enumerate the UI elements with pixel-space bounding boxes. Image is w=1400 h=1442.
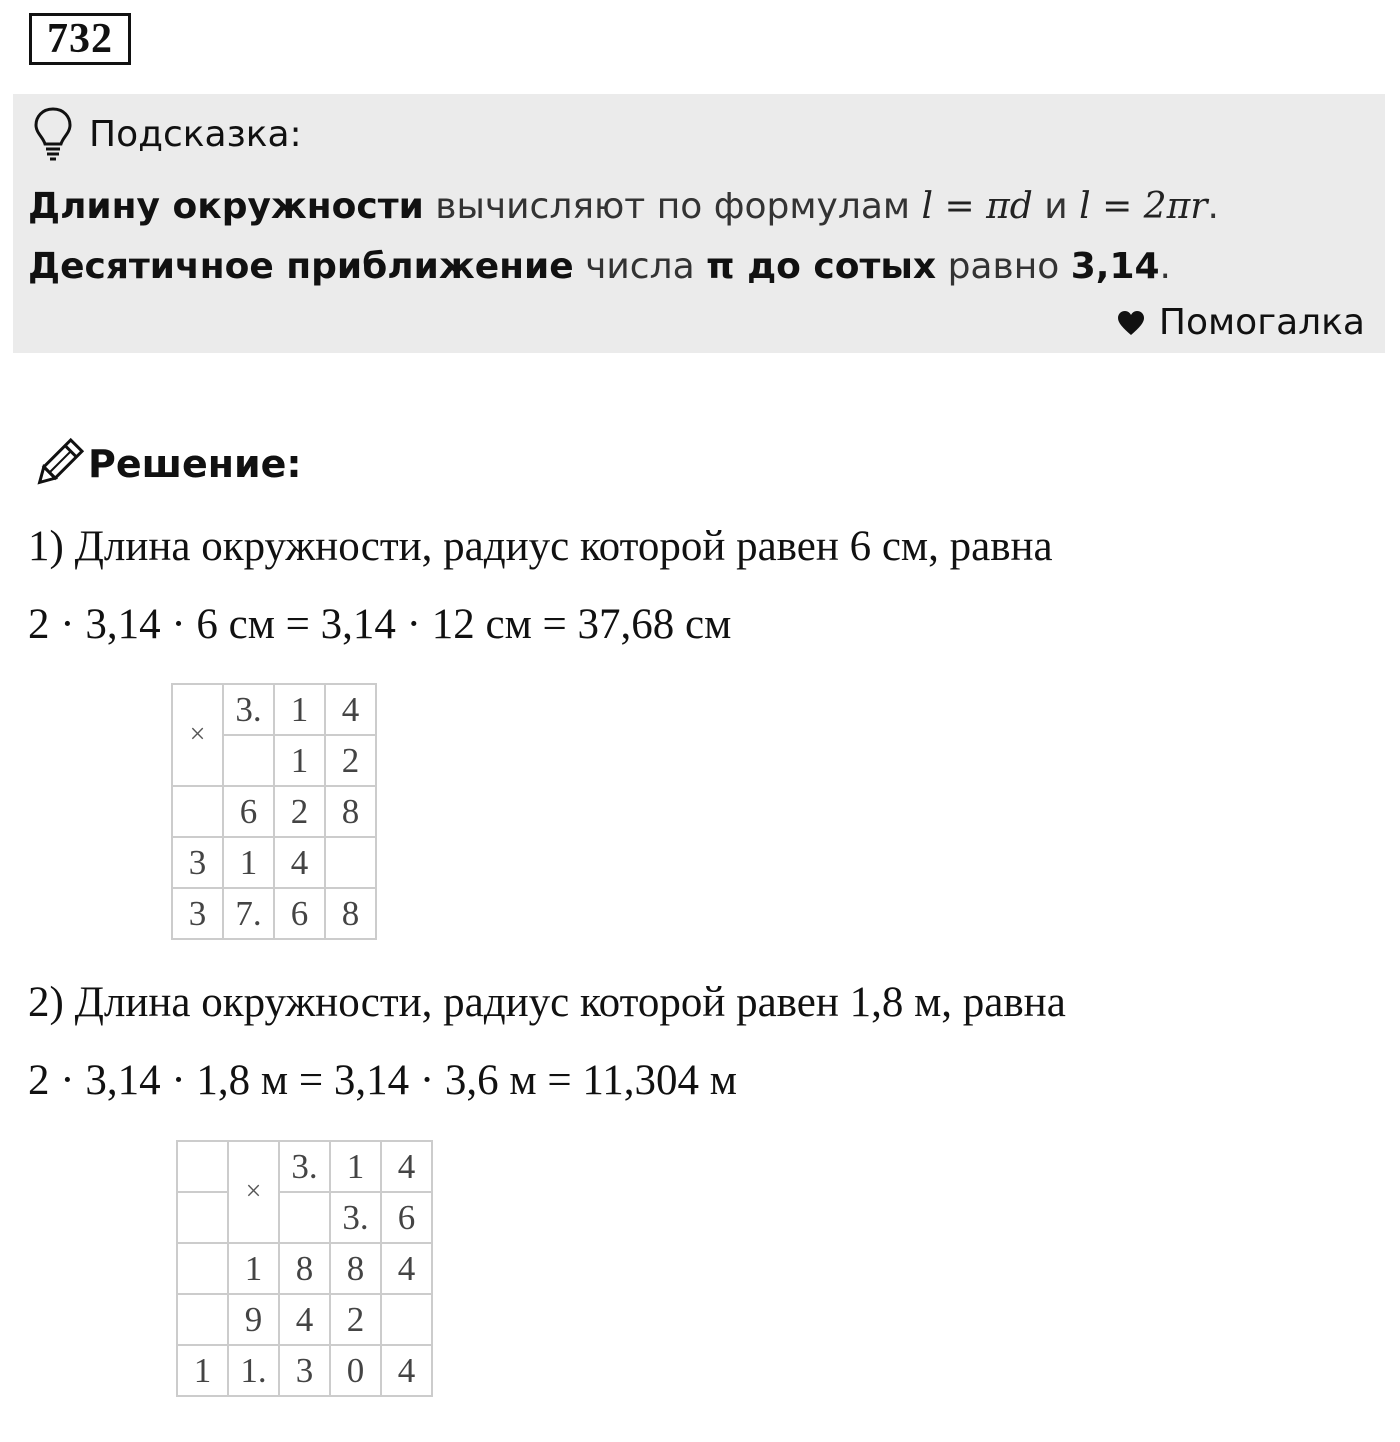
table-cell [279, 1192, 330, 1243]
table-cell: 7. [223, 888, 274, 939]
table-cell: 3. [330, 1192, 381, 1243]
table-cell: 1 [274, 684, 325, 735]
table-row [177, 1345, 432, 1396]
multiply-sign: × [172, 684, 223, 786]
table-cell: 2 [274, 786, 325, 837]
multiplication-table-1 [171, 683, 377, 940]
hint-header [33, 104, 302, 164]
table-cell: 1 [223, 837, 274, 888]
table-cell: 3 [279, 1345, 330, 1396]
table-cell: 4 [381, 1141, 432, 1192]
table-cell: 8 [325, 888, 376, 939]
table-cell: 0 [330, 1345, 381, 1396]
table-cell: 1 [177, 1345, 228, 1396]
hint-text: вычисляют по формулам [423, 186, 922, 227]
table-cell: 2 [330, 1294, 381, 1345]
table-cell: 1. [228, 1345, 279, 1396]
formula-diameter: l = πd [921, 186, 1033, 227]
table-cell [177, 1141, 228, 1192]
table-cell [381, 1294, 432, 1345]
table-cell: 3. [223, 684, 274, 735]
credit [1117, 302, 1365, 343]
pi-value: 3,14 [1070, 246, 1160, 287]
table-cell [177, 1192, 228, 1243]
table-cell: 3. [279, 1141, 330, 1192]
table-cell: 1 [228, 1243, 279, 1294]
hint-line-1: Длину окружности вычисляют по формулам l = πd и l = 2πr. [28, 186, 1219, 227]
step-1-calculation: 2 · 3,14 · 6 см = 3,14 · 12 см = 37,68 см [28, 601, 732, 648]
table-row [172, 786, 376, 837]
formula-radius: l = 2πr [1079, 186, 1208, 227]
table-row [177, 1243, 432, 1294]
step-1-text: 1) Длина окружности, радиус которой равен 6 см, равна [28, 523, 1053, 570]
lightbulb-icon [33, 106, 73, 162]
table-cell: 2 [325, 735, 376, 786]
hint-box [13, 94, 1385, 353]
hint-bold-term: Десятичное приближение [28, 246, 574, 287]
table-cell: 4 [279, 1294, 330, 1345]
table-cell: 8 [279, 1243, 330, 1294]
table-row [172, 837, 376, 888]
table-cell: 4 [325, 684, 376, 735]
table-cell: 1 [330, 1141, 381, 1192]
step-2-text: 2) Длина окружности, радиус которой равен 1,8 м, равна [28, 979, 1066, 1026]
hint-bold-term: Длину окружности [28, 186, 424, 227]
table-cell [325, 837, 376, 888]
table-cell: 6 [381, 1192, 432, 1243]
table-row [172, 684, 376, 735]
table-cell: 3 [172, 888, 223, 939]
heart-icon [1117, 310, 1145, 336]
table-cell: 1 [274, 735, 325, 786]
step-2-calculation: 2 · 3,14 · 1,8 м = 3,14 · 3,6 м = 11,304 м [28, 1057, 737, 1104]
multiplication-table-2 [176, 1140, 433, 1397]
hint-connector: и [1032, 186, 1080, 227]
multiply-sign: × [228, 1141, 279, 1243]
table-cell [223, 735, 274, 786]
table-cell: 4 [381, 1345, 432, 1396]
table-cell [172, 786, 223, 837]
table-row [177, 1294, 432, 1345]
table-cell [177, 1294, 228, 1345]
table-cell: 6 [274, 888, 325, 939]
solution-header [32, 436, 302, 492]
solution-title: Решение: [88, 442, 302, 486]
task-number: 732 [29, 13, 131, 65]
table-row [177, 1192, 432, 1243]
hint-title: Подсказка: [89, 113, 302, 155]
credit-label: Помогалка [1158, 302, 1365, 343]
table-cell: 4 [381, 1243, 432, 1294]
table-cell: 6 [223, 786, 274, 837]
pencil-icon [32, 436, 84, 492]
table-row [172, 888, 376, 939]
table-cell: 3 [172, 837, 223, 888]
table-cell: 8 [330, 1243, 381, 1294]
table-row [177, 1141, 432, 1192]
table-cell: 8 [325, 786, 376, 837]
table-cell: 4 [274, 837, 325, 888]
hint-bold-term: π до сотых [706, 246, 937, 287]
table-cell: 9 [228, 1294, 279, 1345]
table-cell [177, 1243, 228, 1294]
hint-line-2: Десятичное приближение числа π до сотых равно 3,14. [28, 246, 1171, 287]
